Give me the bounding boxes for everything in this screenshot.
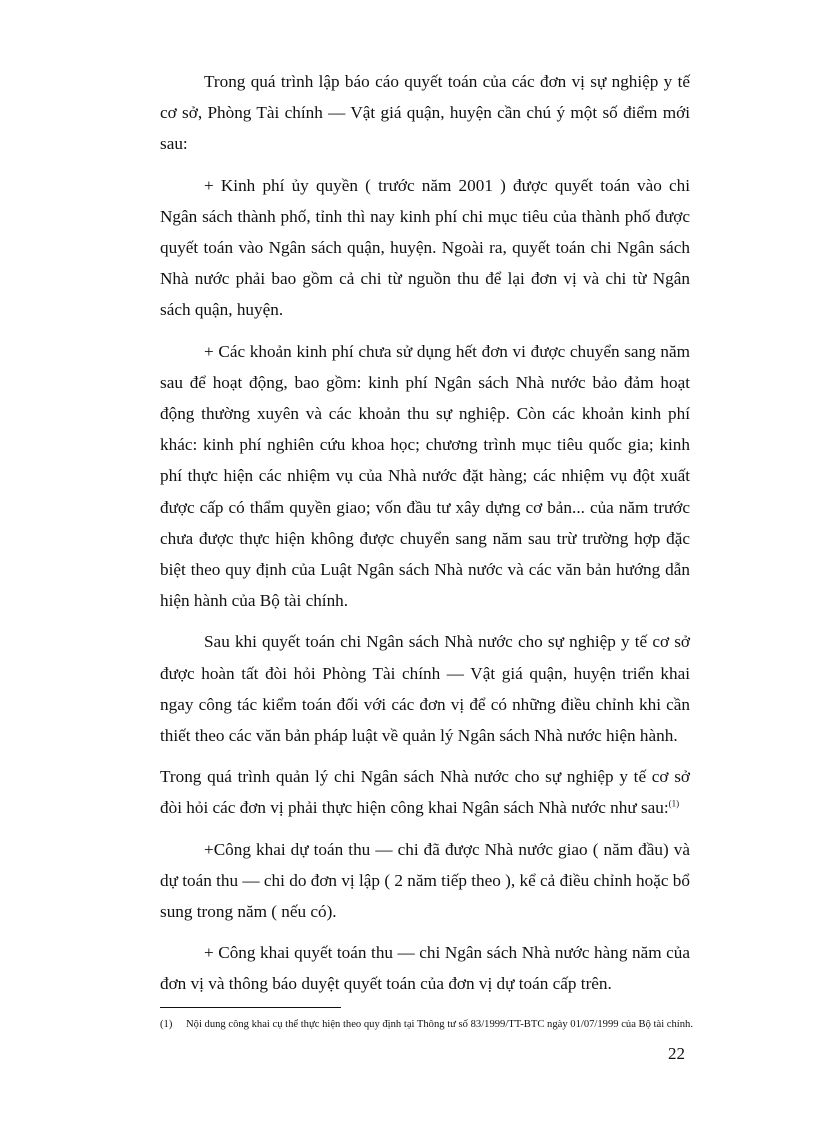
paragraph-5 — [160, 761, 690, 823]
page-number: 22 — [668, 1044, 685, 1063]
footnote-text: Nội dung công khai cụ thể thực hiện theo quy định tại Thông tư số 83/1999/TT-BTC ngày 01/07/1999 của Bộ tài chính. — [186, 1019, 693, 1030]
footnote-reference: (1) — [668, 798, 680, 809]
footnote-mark: (1) — [160, 1019, 173, 1030]
footnote-separator — [160, 1007, 341, 1008]
paragraph-3: + Các khoản kinh phí chưa sử dụng hết đơn vi được chuyển sang năm sau để hoạt động, bao gồm: kinh phí Ngân sách Nhà nước bảo đảm hoạt động thường xuyên và các khoản thu sự nghiệp. Còn các khoản kinh phí khác: kinh phí nghiên cứu khoa học; chương trình mục tiêu quốc gia; kinh phí thực hiện các nhiệm vụ của Nhà nước đặt hàng; các nhiệm vụ đột xuất được cấp có thẩm quyền giao; vốn đầu tư xây dựng cơ bản... của năm trước chưa được thực hiện không được chuyển sang năm sau trừ trường hợp đặc biệt theo quy định của Luật Ngân sách Nhà nước và các văn bản hướng dẫn hiện hành của Bộ tài chính. — [160, 341, 690, 611]
body-text — [160, 66, 690, 1010]
paragraph-4: Sau khi quyết toán chi Ngân sách Nhà nước cho sự nghiệp y tế cơ sở được hoàn tất đòi hỏi Phòng Tài chính — Vật giá quận, huyện triển khai ngay công tác kiểm toán đối với các đơn vị để có những điều chỉnh khi cần thiết theo các văn bản pháp luật về quản lý Ngân sách Nhà nước hiện hành. — [160, 632, 690, 746]
paragraph-6: +Công khai dự toán thu — chi đã được Nhà nước giao ( năm đầu) và dự toán thu — chi do đơn vị lập ( 2 năm tiếp theo ), kể cả điều chỉnh hoặc bổ sung trong năm ( nếu có). — [160, 839, 690, 922]
footnote — [160, 1018, 700, 1032]
paragraph-5-text: Trong quá trình quản lý chi Ngân sách Nhà nước cho sự nghiệp y tế cơ sở đòi hỏi các đơn vị phải thực hiện công khai Ngân sách Nhà nước như sau: — [160, 767, 690, 818]
paragraph-2: + Kinh phí ủy quyền ( trước năm 2001 ) được quyết toán vào chi Ngân sách thành phố, tỉnh thì nay kinh phí chi mục tiêu của thành phố được quyết toán vào Ngân sách quận, huyện. Ngoài ra, quyết toán chi Ngân sách Nhà nước phải bao gồm cả chi từ nguồn thu để lại đơn vị và chi từ Ngân sách quận, huyện. — [160, 175, 690, 320]
paragraph-1: Trong quá trình lập báo cáo quyết toán của các đơn vị sự nghiệp y tế cơ sở, Phòng Tài chính — Vật giá quận, huyện cần chú ý một số điểm mới sau: — [160, 72, 690, 154]
paragraph-7: + Công khai quyết toán thu — chi Ngân sách Nhà nước hàng năm của đơn vị và thông báo duyệt quyết toán của đơn vị dự toán cấp trên. — [160, 943, 690, 994]
